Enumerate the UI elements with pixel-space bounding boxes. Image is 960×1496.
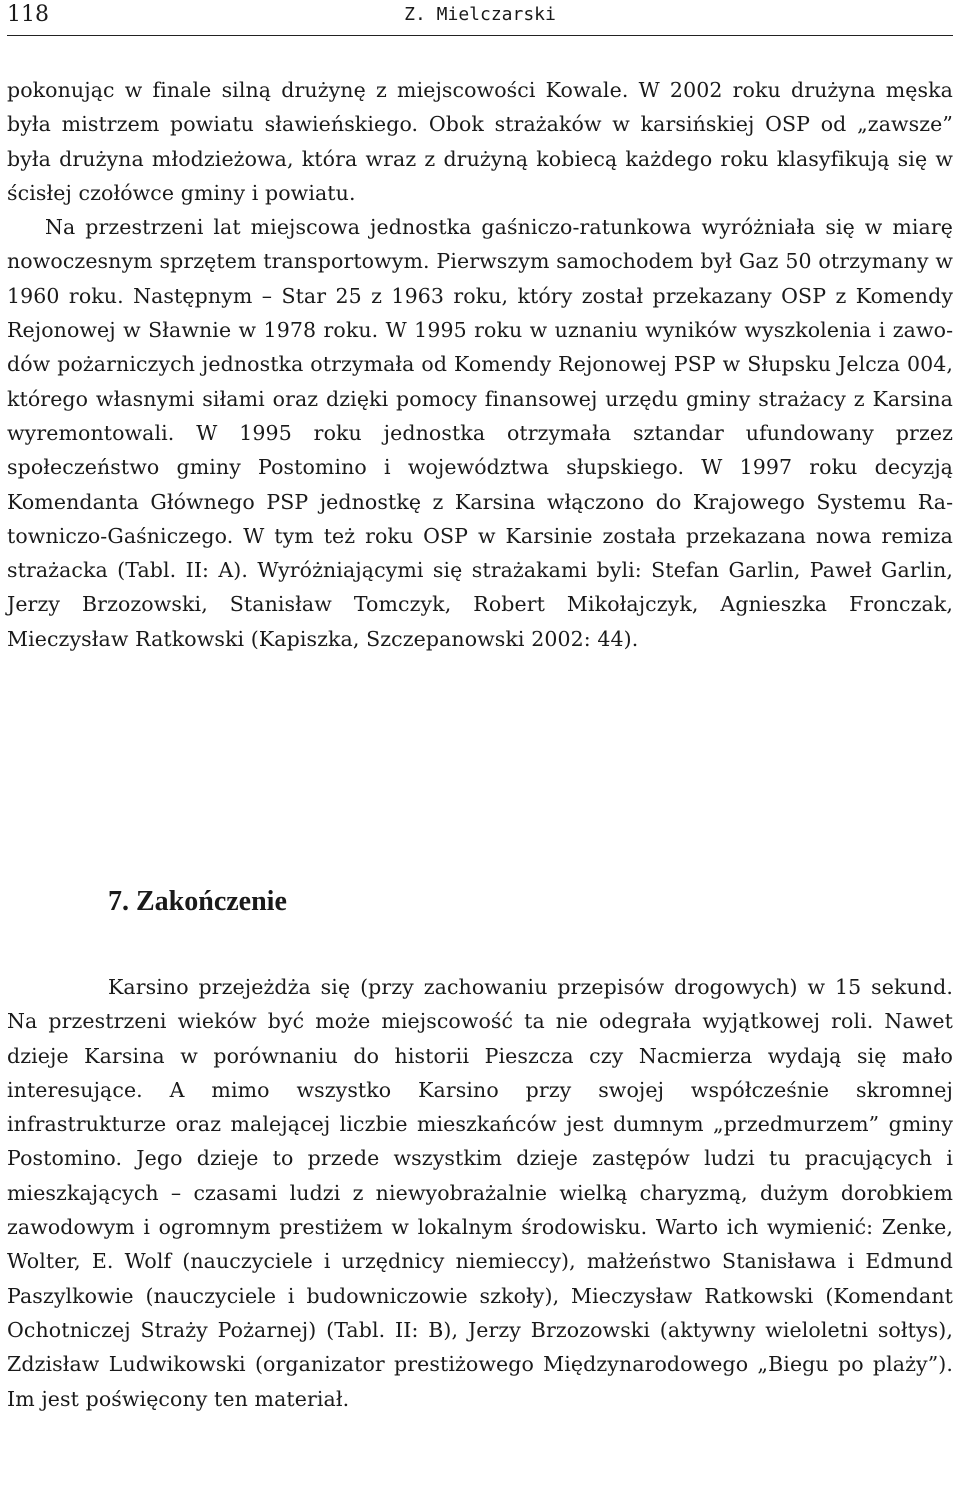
section-body-firefighters [7,73,953,656]
paragraph-continued: pokonując w finale silną drużynę z miejscowości Kowale. W 2002 roku drużyna męska była mistrzem powiatu sławieńskiego. Obok strażaków w karsińskiej OSP od „zawsze” była drużyna młodzieżowa, która wraz z drużyną kobiecą każdego roku klasyfikują się w ścisłej czołówce gminy i powiatu. [7,78,953,205]
paragraph: Na przestrzeni lat miejscowa jednostka gaśniczo-ratunkowa wyróżniała się w miarę nowoczesnym sprzętem transportowym. Pierwszym samochodem był Gaz 50 otrzymany w 1960 roku. Następnym – Star 25 z 1963 roku, który został przekazany OSP z Komendy Rejonowej w Sławnie w 1978 roku. W 1995 roku w uznaniu wyników wyszkolenia i zawodów pożarniczych jednostka otrzymała od Komendy Rejonowej PSP w Słupsku Jelcza 004, którego własnymi siłami oraz dzięki pomocy finansowej urzędu gminy strażacy z Karsina wyremontowali. W 1995 roku jednostka otrzymała sztandar ufundowany przez społeczeństwo gminy Postomino i województwa słupskiego. W 1997 roku decyzją Komendanta Głównego PSP jednostkę z Karsina włączono do Krajowego Systemu Ratowniczo-Gaśniczego. W tym też roku OSP w Karsinie została przekazana nowa remiza strażacka (Tabl. II: A). Wyróżniającymi się strażakami byli: Stefan Garlin, Paweł Garlin, Jerzy Brzozowski, Stanisław Tomczyk, Robert Mikołajczyk, Agnieszka Fronczak, Mieczysław Ratkowski (Kapiszka, Szczepanowski 2002: 44). [7,215,953,651]
running-title: Z. Mielczarski [404,4,556,25]
paragraph: Karsino przejeżdża się (przy zachowaniu przepisów drogowych) w 15 sekund. Na przestrzeni wieków być może miejscowość ta nie odegrała wyjątkowej roli. Nawet dzieje Karsina w porównaniu do historii Pieszcza czy Nacmierza wydają się mało interesujące. A mimo wszystko Karsino przy swojej współcześnie skromnej infrastrukturze oraz malejącej liczbie mieszkańców jest dumnym „przedmurzem” gminy Postomino. Jego dzieje to przede wszystkim dzieje zastępów ludzi tu pracujących i mieszkających – czasami ludzi z niewyobrażalnie wielką charyzmą, dużym dorobkiem zawodowym i ogromnym prestiżem w lokalnym środowisku. Warto ich wymienić: Zenke, Wolter, E. Wolf (nauczyciele i urzędnicy niemieccy), małżeństwo Stanisława i Edmund Paszylkowie (nauczyciele i budowniczowie szkoły), Mieczysław Ratkowski (Komendant Ochotniczej Straży Pożarnej) (Tabl. II: B), Jerzy Brzozowski (aktywny wieloletni sołtys), Zdzisław Ludwikowski (organizator prestiżowego Międzynarodowego „Biegu po plaży”). Im jest poświęcony ten materiał. [7,975,953,1411]
section-body-conclusion [7,970,953,1416]
page-number: 118 [7,2,49,27]
section-heading: 7. Zakończenie [108,886,287,917]
running-header [7,0,953,36]
